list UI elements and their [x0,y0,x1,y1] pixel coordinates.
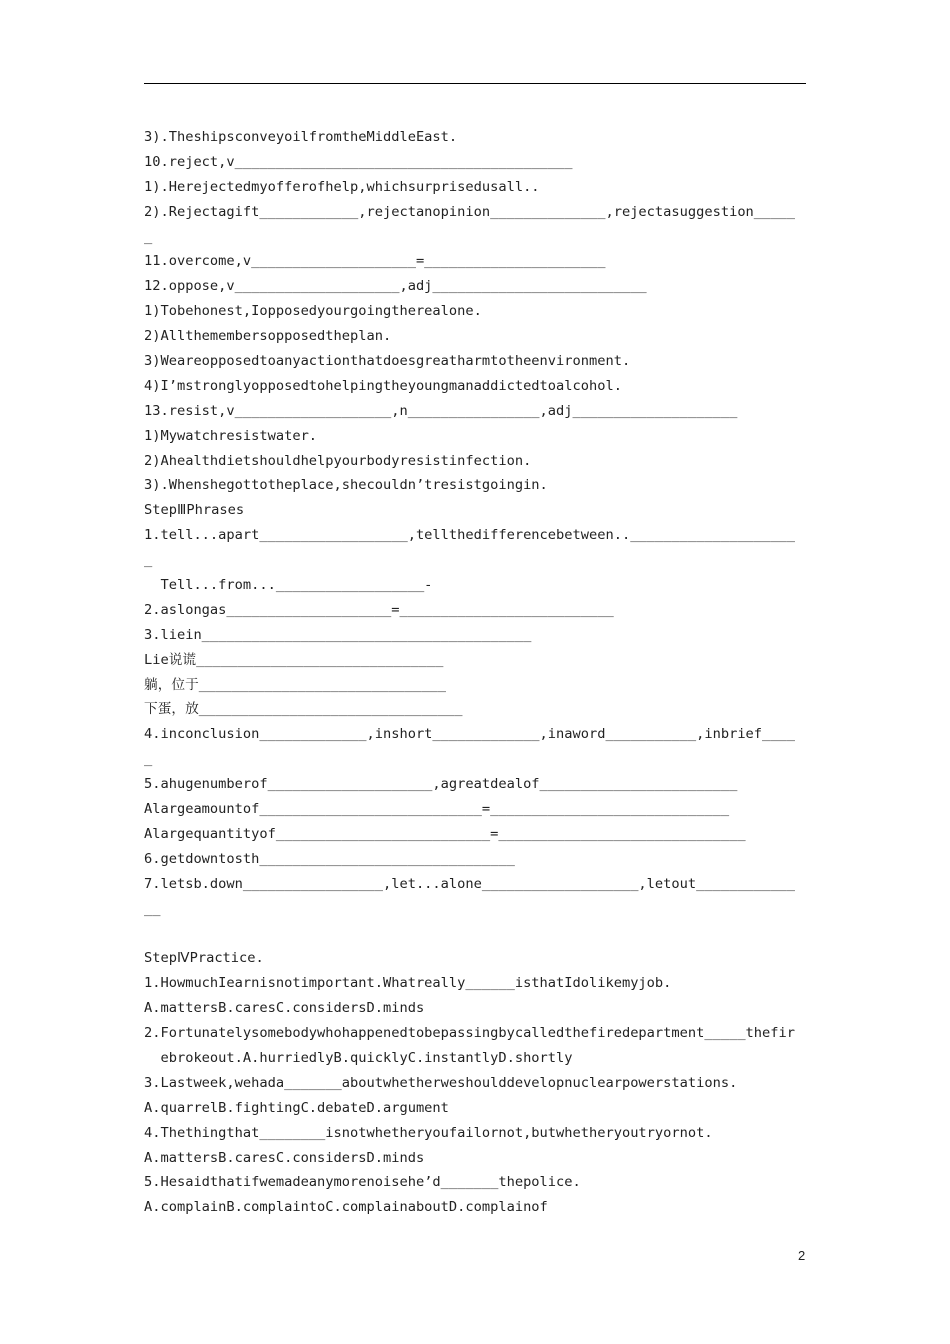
text-line: 4.inconclusion_____________,inshort_____________,inaword___________,inbrief____ [144,726,796,743]
text-line: 5.ahugenumberof____________________,agreatdealof________________________ [144,776,738,793]
header-rule [144,83,806,84]
text-line: 2.Fortunatelysomebodywhohappenedtobepassingbycalledthefiredepartment_____thefir [144,1025,796,1042]
text-line: Lie说谎______________________________ [144,651,444,668]
text-line: 3.liein________________________________________ [144,626,532,643]
text-line: _ [144,552,153,569]
text-line: Tell...from...__________________- [144,577,433,594]
text-line: StepⅣPractice. [144,950,264,967]
text-line: 2.aslongas____________________=__________________________ [144,601,614,618]
text-line: 4)I’mstronglyopposedtohelpingtheyoungmanaddictedtoalcohol. [144,377,622,394]
text-line: 1).Herejectedmyofferofhelp,whichsurprisedusall.. [144,178,540,195]
text-line: 12.oppose,v____________________,adj__________________________ [144,278,647,295]
text-line: 1.tell...apart__________________,tellthedifferencebetween..____________________ [144,527,796,544]
text-line: A.complainB.complaintoC.complainaboutD.complainof [144,1199,548,1216]
text-line: 5.Hesaidthatifwemadeanymorenoisehe’d_______thepolice. [144,1174,581,1191]
text-line: 6.getdowntosth_______________________________ [144,850,515,867]
text-line: 13.resist,v___________________,n________________,adj____________________ [144,402,738,419]
text-line: 10.reject,v_________________________________________ [144,153,573,170]
text-line: 2)Allthemembersopposedtheplan. [144,328,392,345]
text-line: 11.overcome,v____________________=______________________ [144,253,606,270]
text-line: 3)Weareopposedtoanyactionthatdoesgreatharmtotheenvironment. [144,353,631,370]
text-line: A.quarrelB.fightingC.debateD.argument [144,1099,449,1116]
text-line: ebrokeout.A.hurriedlyB.quicklyC.instantlyD.shortly [144,1049,573,1066]
text-line: 3.Lastweek,wehada_______aboutwhetherweshoulddevelopnuclearpowerstations. [144,1074,738,1091]
text-line: 7.letsb.down_________________,let...alone___________________,letout____________ [144,875,796,892]
text-line: _ [144,228,153,245]
text-line [144,922,814,947]
text-line: 1.HowmuchIearnisnotimportant.Whatreally______isthatIdolikemyjob. [144,975,672,992]
text-line: _ [144,751,153,768]
text-line: StepⅢPhrases [144,502,245,519]
text-line: 2)Ahealthdietshouldhelpyourbodyresistinfection. [144,452,532,469]
text-line: 1)Mywatchresistwater. [144,427,318,444]
page-number: 2 [798,1248,806,1263]
text-line: Alargeamountof___________________________=_____________________________ [144,801,730,818]
text-line: 2).Rejectagift____________,rejectanopinion______________,rejectasuggestion_____ [144,203,796,220]
text-line: A.mattersB.caresC.considersD.minds [144,1149,425,1166]
text-line: 3).Whenshegottotheplace,shecouldn’tresistgoingin. [144,477,548,494]
document-body [144,125,814,1220]
text-line: __ [144,900,161,917]
text-line: 下蛋，放________________________________ [144,701,463,718]
text-line: 4.Thethingthat________isnotwhetheryoufailornot,butwhetheryoutryornot. [144,1124,713,1141]
text-line: Alargequantityof__________________________=______________________________ [144,825,746,842]
text-line: A.mattersB.caresC.considersD.minds [144,1000,425,1017]
text-line: 躺，位于______________________________ [144,676,446,693]
text-line: 3).TheshipsconveyoilfromtheMiddleEast. [144,129,458,145]
text-line: 1)Tobehonest,Iopposedyourgoingtherealone. [144,303,482,320]
